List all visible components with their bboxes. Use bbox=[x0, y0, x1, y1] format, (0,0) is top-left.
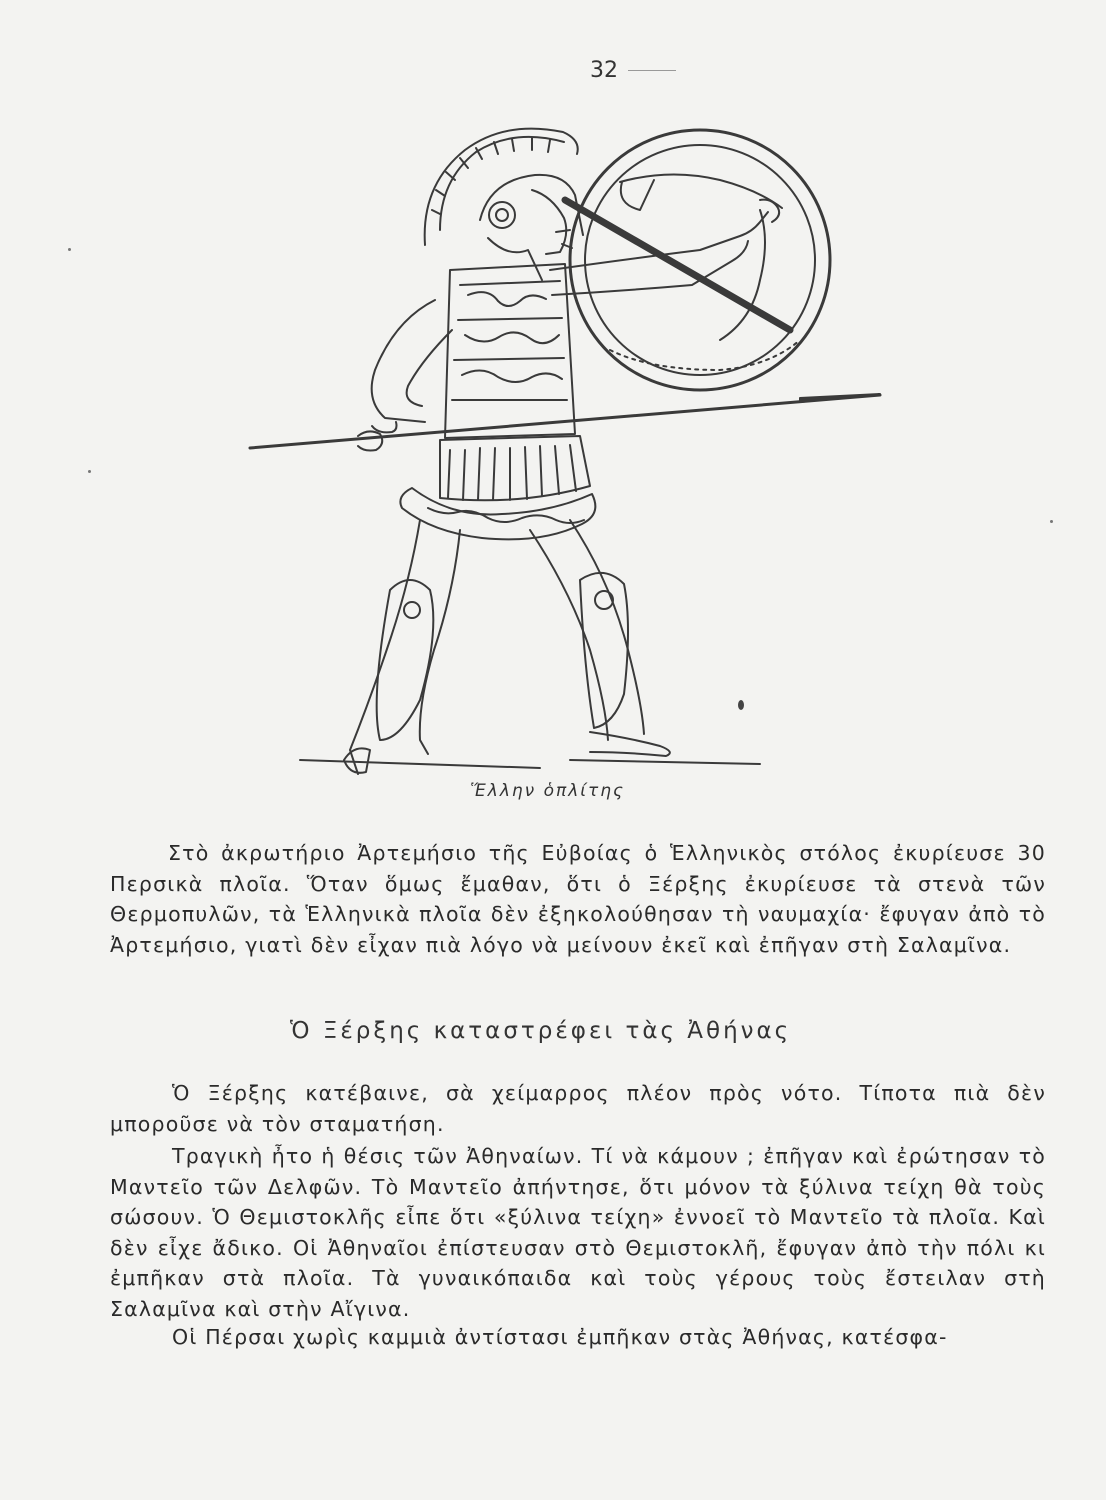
legs bbox=[300, 520, 760, 774]
paper-speck bbox=[88, 470, 91, 473]
paper-speck bbox=[68, 248, 71, 251]
spear bbox=[250, 394, 880, 451]
hoplite-illustration bbox=[240, 120, 900, 780]
shield bbox=[565, 130, 830, 390]
armor bbox=[400, 264, 595, 539]
paragraph-artemision: Στὸ ἀκρωτήριο Ἀρτεμήσιο τῆς Εὐβοίας ὁ Ἑλληνικὸς στόλος ἐκυρίευσε 30 Περσικὰ πλοῖα. Ὅταν ὅμως ἔμαθαν, ὅτι ὁ Ξέρξης ἐκυρίευσε τὰ στενὰ τῶν Θερμοπυλῶν, τὰ Ἑλληνικὰ πλοῖα δὲν ἐξηκολούθησαν τὴ ναυμαχία· ἔφυγαν ἀπὸ τὸ Ἀρτεμήσιο, γιατὶ δὲν εἶχαν πιὰ λόγο νὰ μείνουν ἐκεῖ καὶ ἐπῆγαν στὴ Σαλαμῖνα. bbox=[110, 841, 1046, 957]
paragraph-persians: Οἱ Πέρσαι χωρὶς καμμιὰ ἀντίστασι ἐμπῆκαν στὰς Ἀθήνας, κατέσφα- bbox=[172, 1325, 948, 1349]
paper-speck bbox=[738, 700, 744, 710]
figure-caption: Ἕλλην ὁπλίτης bbox=[470, 781, 626, 801]
helmet bbox=[425, 129, 583, 280]
page-number-dash bbox=[628, 70, 676, 71]
paragraph-athenians: Τραγικὴ ἦτο ἡ θέσις τῶν Ἀθηναίων. Τί νὰ κάμουν ; ἐπῆγαν καὶ ἐρώτησαν τὸ Μαντεῖο τῶν Δελφῶν. Τὸ Μαντεῖο ἀπήντησε, ὅτι μόνον τὰ ξύλινα τείχη θὰ τοὺς σώσουν. Ὁ Θεμιστοκλῆς εἶπε ὅτι «ξύλινα τείχη» ἐννοεῖ τὸ Μαντεῖο τὰ πλοῖα. Καὶ δὲν εἶχε ἄδικο. Οἱ Ἀθηναῖοι ἐπίστευσαν στὸ Θεμιστοκλῆ, ἔφυγαν ἀπὸ τὴν πόλι κι ἐμπῆκαν στὰ πλοῖα. Τὰ γυναικόπαιδα καὶ τοὺς γέρους τοὺς ἔστειλαν στὴ Σαλαμῖνα καὶ στὴν Αἴγινα. bbox=[110, 1144, 1046, 1321]
page-number: 32 bbox=[590, 58, 618, 83]
section-heading: Ὁ Ξέρξης καταστρέφει τὰς Ἀθήνας bbox=[290, 1018, 792, 1044]
paper-speck bbox=[1050, 520, 1053, 523]
paragraph-xerxes-south: Ὁ Ξέρξης κατέβαινε, σὰ χείμαρρος πλέον πρὸς νότο. Τίποτα πιὰ δὲν μποροῦσε νὰ τὸν σταματήση. bbox=[110, 1081, 1046, 1136]
arms bbox=[372, 200, 779, 433]
